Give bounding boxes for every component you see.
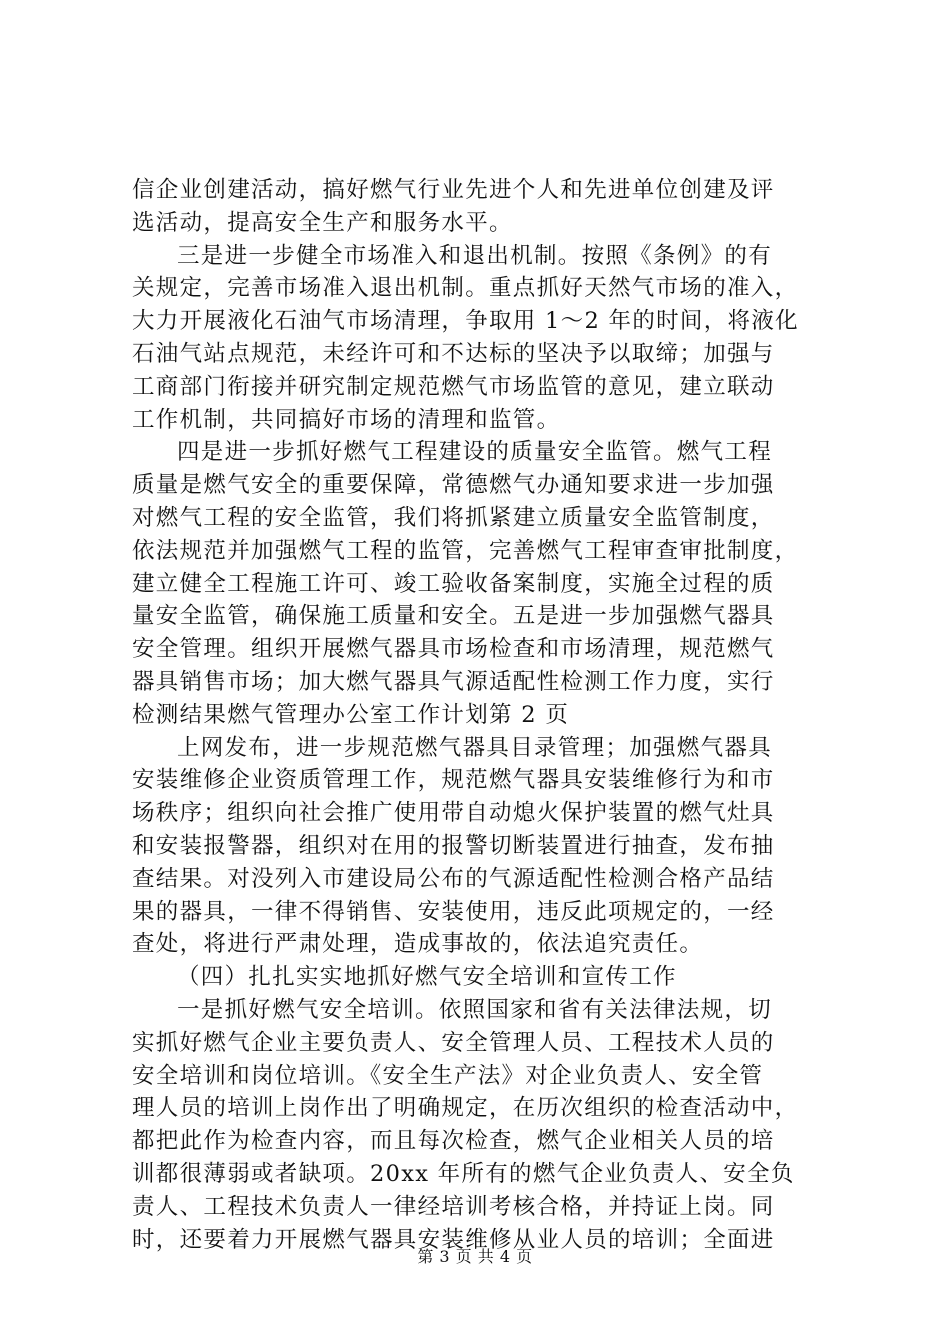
- text-line: 关规定，完善市场准入退出机制。重点抓好天然气市场的准入，: [132, 275, 799, 302]
- text-line: 时，还要着力开展燃气器具安装维修从业人员的培训；全面进: [132, 1226, 775, 1253]
- text-line: （四）扎扎实实地抓好燃气安全培训和宣传工作: [177, 964, 677, 991]
- document-body: [132, 174, 832, 1256]
- text-line: 工作机制，共同搞好市场的清理和监管。: [132, 406, 561, 433]
- text-line: 查处，将进行严肃处理，造成事故的，依法追究责任。: [132, 931, 704, 958]
- text-line: 四是进一步抓好燃气工程建设的质量安全监管。燃气工程: [177, 439, 773, 466]
- text-line: 工商部门衔接并研究制定规范燃气市场监管的意见，建立联动: [132, 373, 775, 400]
- text-line: 责人、工程技术负责人一律经培训考核合格，并持证上岗。同: [132, 1193, 775, 1220]
- text-line: 实抓好燃气企业主要负责人、安全管理人员、工程技术人员的: [132, 1029, 775, 1056]
- text-line: 场秩序；组织向社会推广使用带自动熄火保护装置的燃气灶具: [132, 800, 775, 827]
- text-line: 查结果。对没列入市建设局公布的气源适配性检测合格产品结: [132, 865, 775, 892]
- text-line: 检测结果燃气管理办公室工作计划第 2 页: [132, 701, 570, 728]
- text-line: 安全培训和岗位培训。《安全生产法》对企业负责人、安全管: [132, 1062, 764, 1089]
- text-line: 安装维修企业资质管理工作，规范燃气器具安装维修行为和市: [132, 767, 775, 794]
- text-line: 依法规范并加强燃气工程的监管，完善燃气工程审查审批制度，: [132, 537, 799, 564]
- text-line: 大力开展液化石油气市场清理，争取用 1～2 年的时间，将液化: [132, 308, 799, 335]
- page-footer: 第 3 页 共 4 页: [417, 1247, 533, 1266]
- text-line: 果的器具，一律不得销售、安装使用，违反此项规定的，一经: [132, 898, 775, 925]
- text-line: 训都很薄弱或者缺项。20xx 年所有的燃气企业负责人、安全负: [132, 1160, 795, 1187]
- text-line: 器具销售市场；加大燃气器具气源适配性检测工作力度，实行: [132, 668, 775, 695]
- text-line: 都把此作为检查内容，而且每次检查，燃气企业相关人员的培: [132, 1128, 775, 1155]
- text-line: 信企业创建活动，搞好燃气行业先进个人和先进单位创建及评: [132, 177, 775, 203]
- text-line: 质量是燃气安全的重要保障，常德燃气办通知要求进一步加强: [132, 472, 775, 499]
- text-line: 三是进一步健全市场准入和退出机制。按照《条例》的有: [177, 242, 773, 269]
- text-line: 理人员的培训上岗作出了明确规定，在历次组织的检查活动中，: [132, 1095, 799, 1122]
- text-line: 安全管理。组织开展燃气器具市场检查和市场清理，规范燃气: [132, 636, 775, 663]
- text-line: 选活动，提高安全生产和服务水平。: [132, 209, 513, 236]
- text-line: 石油气站点规范，未经许可和不达标的坚决予以取缔；加强与: [132, 340, 775, 367]
- text-line: 建立健全工程施工许可、竣工验收备案制度，实施全过程的质: [132, 570, 775, 597]
- text-line: 量安全监管，确保施工质量和安全。五是进一步加强燃气器具: [132, 603, 775, 630]
- text-line: 一是抓好燃气安全培训。依照国家和省有关法律法规，切: [177, 996, 773, 1023]
- text-line: 上网发布，进一步规范燃气器具目录管理；加强燃气器具: [177, 734, 773, 761]
- text-line: 对燃气工程的安全监管，我们将抓紧建立质量安全监管制度，: [132, 504, 775, 531]
- text-line: 和安装报警器，组织对在用的报警切断装置进行抽查，发布抽: [132, 832, 775, 859]
